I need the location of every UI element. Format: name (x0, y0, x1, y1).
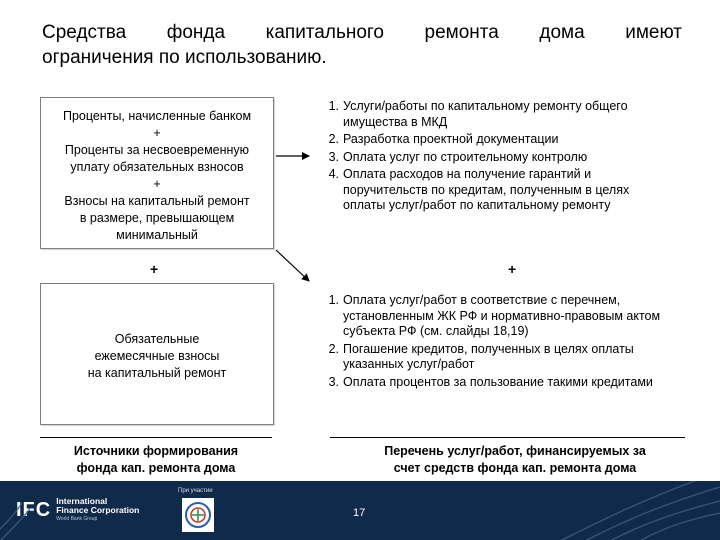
caption-sources (40, 443, 272, 477)
plus-sign-left: + (150, 261, 159, 277)
caption-line: Перечень услуг/работ, финансируемых за (384, 444, 646, 458)
source-line: Взносы на капитальный ремонт (64, 194, 250, 208)
title-word: дома (539, 22, 585, 43)
list-item-number: 3. (328, 374, 339, 389)
source-line: + (153, 177, 161, 191)
list-item-number: 2. (328, 341, 339, 356)
list-item-text: Услуги/работы по капитальному ремонту общего имущества в МКД (343, 99, 628, 129)
source-line: Проценты, начисленные банком (62, 109, 252, 123)
list-item-text: Оплата расходов на получение гарантий и поручительств по кредитам, полученным в целях оплаты услуг/работ по капитальному ремонту (343, 167, 630, 212)
caption-divider-right (330, 437, 685, 438)
source-line: + (153, 126, 161, 140)
list-item-text: Погашение кредитов, полученных в целях оплаты указанных услуг/работ (343, 341, 634, 371)
plus-sign-right: + (508, 261, 517, 277)
partner-label: При участии (178, 488, 213, 494)
source-line: ежемесячные взносы (94, 349, 220, 363)
page-number: 17 (353, 507, 366, 519)
title-word: фонда (166, 22, 226, 43)
caption-divider-left (40, 437, 272, 438)
list-item-number: 3. (328, 149, 339, 164)
title-word: имеют (625, 22, 682, 43)
list-item-text: Оплата услуг по строительному контролю (343, 149, 588, 164)
footer-bar (0, 481, 720, 540)
source-line: на капитальный ремонт (87, 366, 227, 380)
title-word: Средства (42, 22, 127, 43)
caption-line: Источники формирования (73, 444, 239, 458)
list-item-number: 2. (328, 132, 339, 146)
title-word: ремонта (424, 22, 499, 43)
list-item-text: Разработка проектной документации (343, 132, 559, 146)
source-line: в размере, превышающем (79, 211, 235, 225)
list-item-number: 1. (328, 99, 339, 113)
list-item-number: 4. (328, 167, 339, 181)
source-line: Проценты за несвоевременную (64, 143, 250, 157)
caption-uses (355, 443, 675, 477)
source-line: минимальный (116, 228, 198, 242)
ifc-logo-subtitle: World Bank Group (56, 516, 98, 522)
source-line: Обязательные (114, 332, 200, 346)
caption-line: счет средств фонда кап. ремонта дома (393, 461, 637, 475)
ifc-logo-name: International (56, 496, 108, 506)
arrow-diagonal (276, 250, 309, 281)
source-line: уплату обязательных взносов (70, 160, 244, 174)
list-item-text: Оплата услуг/работ в соответствие с перечнем, установленным ЖК РФ и нормативно-правовым актом субъекта РФ (см. слайды 18,19) (343, 293, 661, 338)
list-item-number: 1. (328, 293, 339, 307)
footer-decoration (0, 481, 720, 540)
ifc-logo-name: Finance Corporation (56, 505, 140, 515)
ifc-logo-mark: IFC (16, 499, 52, 521)
title-line-2: ограничения по использованию. (42, 47, 327, 68)
title-word: капитального (265, 22, 384, 43)
caption-line: фонда кап. ремонта дома (76, 461, 236, 475)
list-item-text: Оплата процентов за пользование такими кредитами (343, 374, 653, 389)
